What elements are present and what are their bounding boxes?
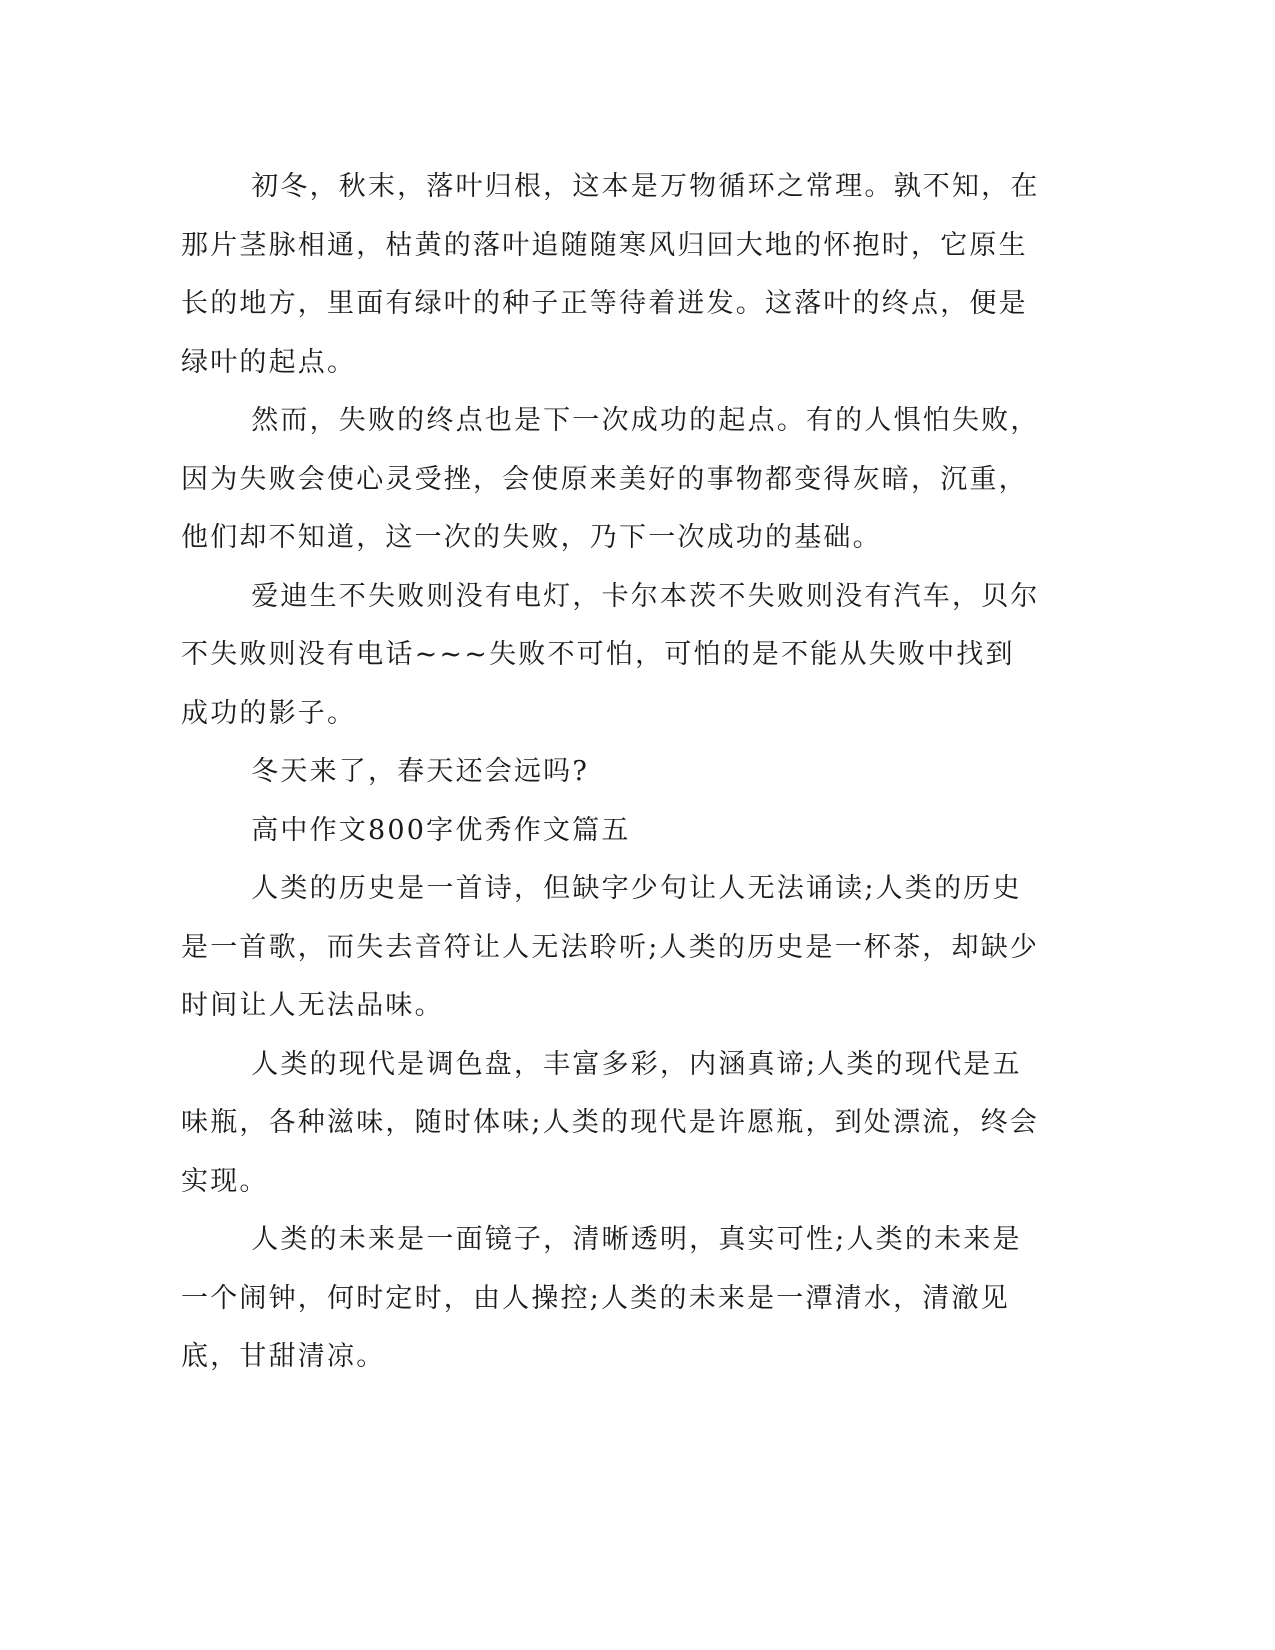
document-body xyxy=(181,158,1041,1387)
essay-section-title: 高中作文800字优秀作文篇五 xyxy=(251,814,631,846)
paragraph-inventors: 爱迪生不失败则没有电灯，卡尔本茨不失败则没有汽车，贝尔不失败则没有电话~~~失败不可怕，可怕的是不能从失败中找到成功的影子。 xyxy=(181,580,1040,729)
paragraph-failure-start: 然而，失败的终点也是下一次成功的起点。有的人惧怕失败，因为失败会使心灵受挫，会使原来美好的事物都变得灰暗，沉重，他们却不知道，这一次的失败，乃下一次成功的基础。 xyxy=(181,405,1040,553)
paragraph-human-present: 人类的现代是调色盘，丰富多彩，内涵真谛;人类的现代是五味瓶，各种滋味，随时体味;人类的现代是许愿瓶，到处漂流，终会实现。 xyxy=(181,1048,1040,1197)
paragraph-human-history: 人类的历史是一首诗，但缺字少句让人无法诵读;人类的历史是一首歌，而失去音符让人无法聆听;人类的历史是一杯茶，却缺少时间让人无法品味。 xyxy=(181,873,1040,1021)
paragraph-winter-spring: 冬天来了，春天还会远吗? xyxy=(251,756,590,787)
paragraph-falling-leaves: 初冬，秋末，落叶归根，这本是万物循环之常理。孰不知，在那片茎脉相通，枯黄的落叶追随随寒风归回大地的怀抱时，它原生长的地方，里面有绿叶的种子正等待着迸发。这落叶的终点，便是绿叶的起点。 xyxy=(181,171,1040,378)
paragraph-human-future: 人类的未来是一面镜子，清晰透明，真实可性;人类的未来是一个闹钟，何时定时，由人操控;人类的未来是一潭清水，清澈见底，甘甜清凉。 xyxy=(181,1224,1022,1372)
